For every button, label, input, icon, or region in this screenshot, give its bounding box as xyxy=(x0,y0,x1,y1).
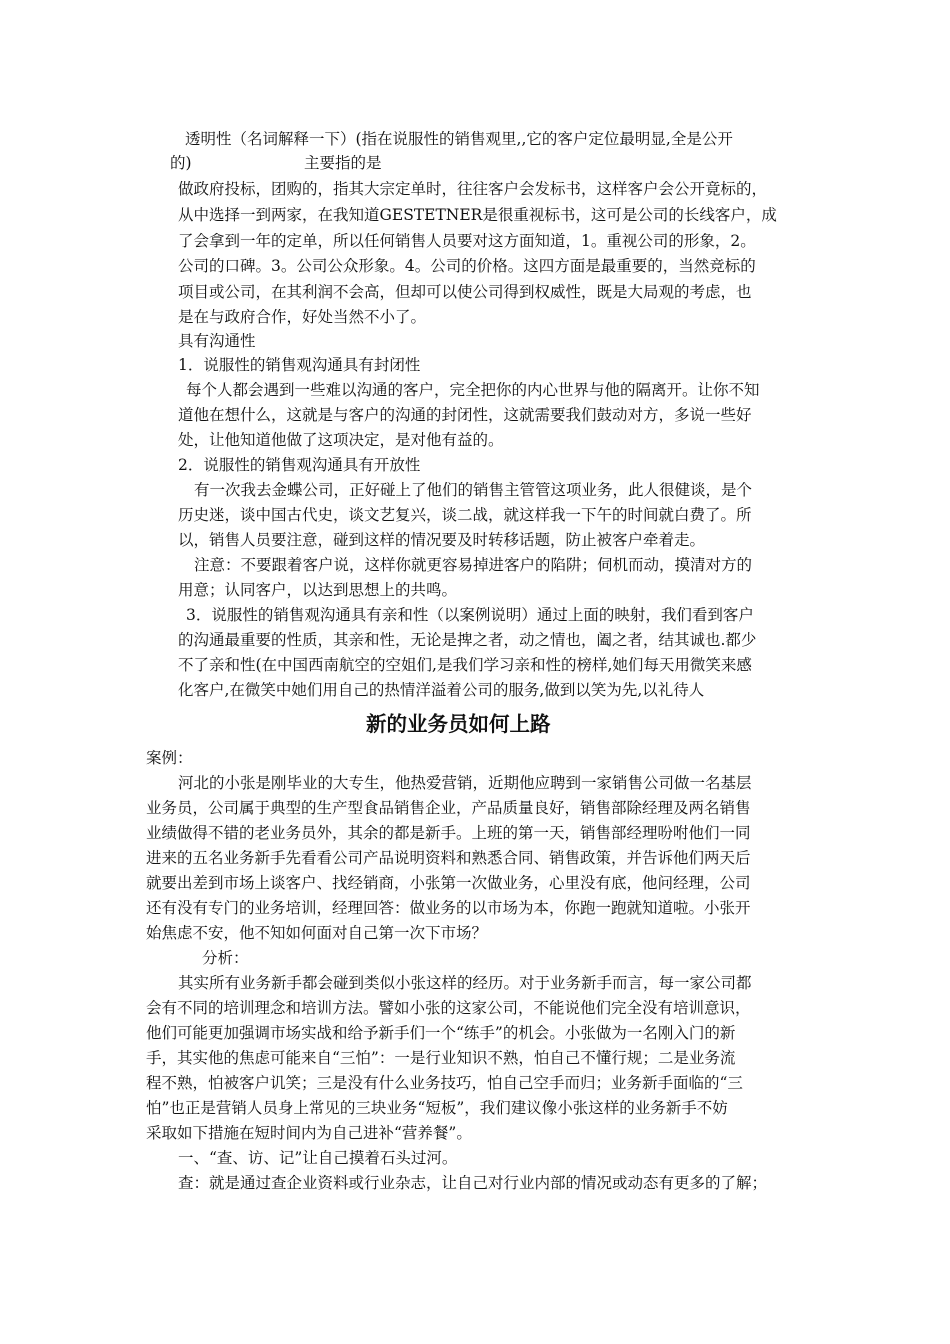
heading-line: 1．说服性的销售观沟通具有封闭性 xyxy=(178,356,421,374)
paragraph-line: 以，销售人员要注意，碰到这样的情况要及时转移话题，防止被客户牵着走。 xyxy=(178,531,706,549)
paragraph-line: 从中选择一到两家，在我知道GESTETNER是很重视标书，这可是公司的长线客户，成 xyxy=(178,206,777,224)
paragraph-line: 业绩做得不错的老业务员外，其余的都是新手。上班的第一天，销售部经理吩咐他们一同 xyxy=(146,824,751,842)
paragraph-line: 就要出差到市场上谈客户、找经销商，小张第一次做业务，心里没有底，他问经理，公司 xyxy=(146,874,751,892)
paragraph-line: 业务员，公司属于典型的生产型食品销售企业，产品质量良好，销售部除经理及两名销售 xyxy=(146,799,751,817)
paragraph-line: 处，让他知道他做了这项决定，是对他有益的。 xyxy=(178,431,504,449)
heading-line: 一、“查、访、记”让自己摸着石头过河。 xyxy=(178,1149,458,1167)
paragraph-line: 始焦虑不安，他不知如何面对自己第一次下市场？ xyxy=(146,924,488,942)
paragraph-line: 了会拿到一年的定单，所以任何销售人员要对这方面知道，1。重视公司的形象，2。 xyxy=(178,232,756,250)
heading-line: 分析： xyxy=(202,949,249,967)
heading-line: 具有沟通性 xyxy=(178,332,256,350)
heading-line: 2．说服性的销售观沟通具有开放性 xyxy=(178,456,421,474)
paragraph-line: 道他在想什么，这就是与客户的沟通的封闭性，这就需要我们鼓动对方，多说一些好 xyxy=(178,406,752,424)
paragraph-line: 是在与政府合作，好处当然不小了。 xyxy=(178,308,427,326)
paragraph-line: 进来的五名业务新手先看看公司产品说明资料和熟悉合同、销售政策，并告诉他们两天后 xyxy=(146,849,751,867)
paragraph-line: 还有没有专门的业务培训，经理回答：做业务的以市场为本，你跑一跑就知道啦。小张开 xyxy=(146,899,751,917)
paragraph-line: 3．说服性的销售观沟通具有亲和性（以案例说明）通过上面的映射，我们看到客户 xyxy=(186,606,754,624)
paragraph-line: 河北的小张是刚毕业的大专生，他热爱营销，近期他应聘到一家销售公司做一名基层 xyxy=(178,774,752,792)
paragraph-line: 查：就是通过查企业资料或行业杂志，让自己对行业内部的情况或动态有更多的了解； xyxy=(178,1174,768,1192)
section-title: 新的业务员如何上路 xyxy=(366,712,551,736)
paragraph-line: 做政府投标，团购的，指其大宗定单时，往往客户会发标书，这样客户会公开竟标的， xyxy=(178,180,768,198)
paragraph-line: 公司的口碑。3。公司公众形象。4。公司的价格。这四方面是最重要的，当然竞标的 xyxy=(178,257,756,275)
paragraph-line: 主要指的是 xyxy=(304,154,382,172)
paragraph-line: 不了亲和性(在中国西南航空的空姐们,是我们学习亲和性的榜样,她们每天用微笑来感 xyxy=(178,656,752,674)
paragraph-line: 怕”也正是营销人员身上常见的三块业务“短板”，我们建议像小张这样的业务新手不妨 xyxy=(146,1099,728,1117)
paragraph-line: 程不熟，怕被客户讥笑；三是没有什么业务技巧，怕自己空手而归；业务新手面临的“三 xyxy=(146,1074,743,1092)
paragraph-line: 的) xyxy=(170,154,192,172)
paragraph-line: 他们可能更加强调市场实战和给予新手们一个“练手”的机会。小张做为一名刚入门的新 xyxy=(146,1024,736,1042)
paragraph-line: 用意；认同客户，以达到思想上的共鸣。 xyxy=(178,581,458,599)
paragraph-line: 有一次我去金蝶公司，正好碰上了他们的销售主管管这项业务，此人很健谈，是个 xyxy=(194,481,753,499)
paragraph-line: 手，其实他的焦虑可能来自“三怕”：一是行业知识不熟，怕自己不懂行规；二是业务流 xyxy=(146,1049,736,1067)
paragraph-line: 项目或公司，在其利润不会高，但却可以使公司得到权威性，既是大局观的考虑，也 xyxy=(178,283,752,301)
paragraph-line: 注意：不要跟着客户说，这样你就更容易掉进客户的陷阱；伺机而动，摸清对方的 xyxy=(194,556,753,574)
paragraph-line: 其实所有业务新手都会碰到类似小张这样的经历。对于业务新手而言，每一家公司都 xyxy=(178,974,752,992)
paragraph-line: 采取如下措施在短时间内为自己进补“营养餐”。 xyxy=(146,1124,472,1142)
paragraph-line: 会有不同的培训理念和培训方法。譬如小张的这家公司，不能说他们完全没有培训意识， xyxy=(146,999,751,1017)
paragraph-line: 历史迷，谈中国古代史，谈文艺复兴，谈二战，就这样我一下午的时间就白费了。所 xyxy=(178,506,752,524)
paragraph-line: 的沟通最重要的性质，其亲和性，无论是捭之者，动之情也，阖之者，结其诚也.都少 xyxy=(178,631,757,649)
paragraph-line: 每个人都会遇到一些难以沟通的客户，完全把你的内心世界与他的隔离开。让你不知 xyxy=(186,381,760,399)
paragraph-line: 透明性（名词解释一下）(指在说服性的销售观里,,它的客户定位最明显,全是公开 xyxy=(185,130,733,148)
heading-line: 案例： xyxy=(146,749,193,767)
paragraph-line: 化客户,在微笑中她们用自己的热情洋溢着公司的服务,做到以笑为先,以礼待人 xyxy=(178,681,705,699)
